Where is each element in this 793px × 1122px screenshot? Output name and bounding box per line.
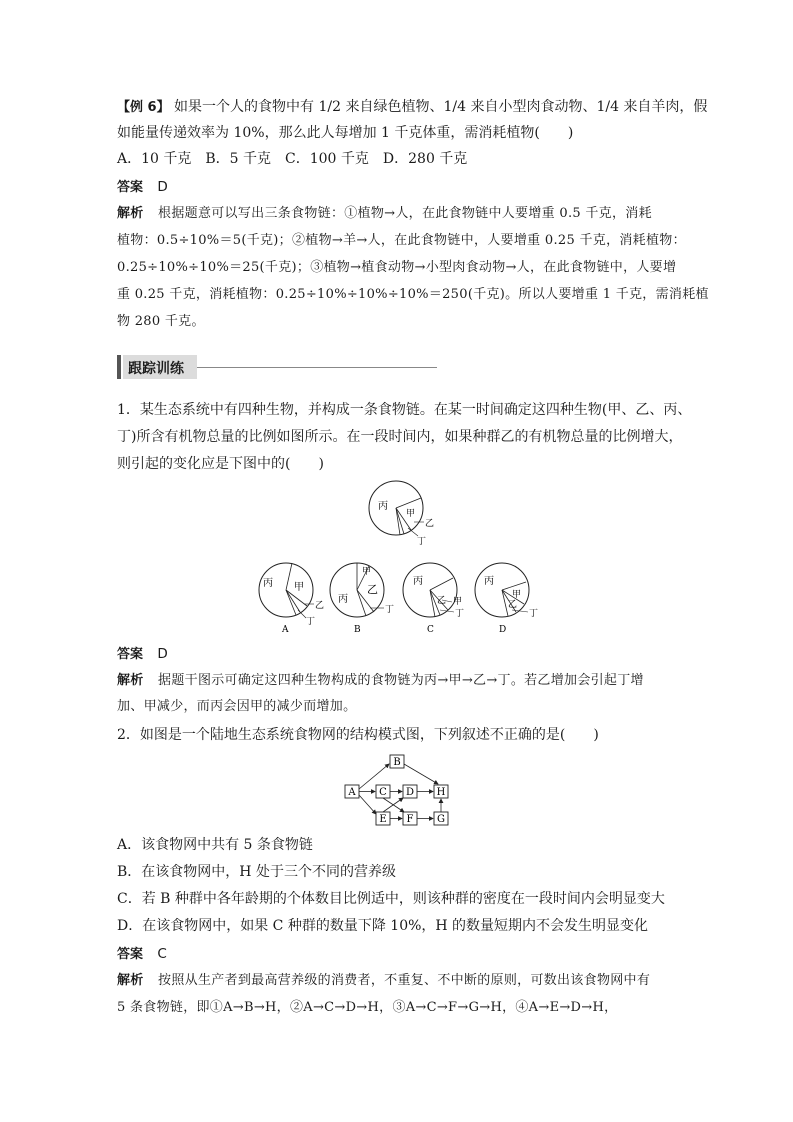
- q1-pie-figure: [250, 478, 550, 638]
- label-yi: 乙: [315, 601, 325, 611]
- explain-text: 据题干图示可确定这四种生物构成的食物链为丙→甲→乙→丁。若乙增加会引起丁增: [158, 673, 644, 688]
- node-c: C: [379, 787, 387, 798]
- label-jia: 甲: [406, 509, 416, 519]
- label-jia: 甲: [512, 590, 522, 600]
- pie-original: [369, 481, 434, 547]
- label-yi: 乙: [437, 596, 447, 606]
- q1-explain-1: [117, 671, 677, 691]
- example6-explain-1: [117, 204, 677, 224]
- example6-explain-5: 物 280 千克。: [117, 314, 205, 329]
- label-jia: 甲: [362, 567, 372, 577]
- q2-stem: 2．如图是一个陆地生态系统食物网的结构模式图，下列叙述不正确的是( ): [117, 727, 599, 743]
- explain-label: 解析: [117, 206, 144, 221]
- label-ding: 丁: [385, 605, 395, 615]
- label-yi: 乙: [508, 600, 518, 610]
- node-d: D: [405, 787, 415, 798]
- node-b: B: [393, 757, 401, 768]
- answer-value: C: [157, 946, 167, 962]
- example6-stem-1: 如果一个人的食物中有 1/2 来自绿色植物、1/4 来自小型肉食动物、1/4 来自羊肉，假: [174, 99, 708, 115]
- label-jia: 甲: [294, 582, 304, 593]
- label-ding: 丁: [417, 537, 427, 547]
- node-f: F: [406, 814, 414, 825]
- explain-label: 解析: [117, 973, 144, 988]
- q2-option-d: D．在该食物网中，如果 C 种群的数量下降 10%，H 的数量短期内不会发生明显变化: [117, 918, 649, 934]
- explain-label: 解析: [117, 673, 144, 688]
- section-rule: [197, 367, 437, 368]
- q2-option-b: B．在该食物网中，H 处于三个不同的营养级: [117, 864, 396, 880]
- q2-explain-1: [117, 971, 677, 991]
- pie-c: [403, 563, 464, 635]
- node-a: A: [348, 787, 356, 798]
- q2-answer: [117, 944, 677, 965]
- q2-food-web-diagram: [340, 752, 460, 832]
- example6-line1: [117, 97, 708, 118]
- example6-answer: [117, 177, 677, 198]
- answer-value: D: [157, 646, 168, 662]
- label-yi: 乙: [367, 583, 378, 596]
- pie-d: [475, 563, 538, 635]
- node-h: H: [436, 787, 446, 798]
- label-ding: 丁: [529, 609, 539, 619]
- example6-explain-4: 重 0.25 千克，消耗植物：0.25÷10%÷10%÷10%＝250(千克)。所以人要增重 1 千克，需消耗植: [117, 287, 709, 302]
- node-e: E: [379, 814, 387, 825]
- section-title: 跟踪训练: [128, 361, 184, 377]
- section-bar: [117, 355, 121, 379]
- label-ding: 丁: [306, 617, 316, 627]
- example6-stem-2: 如能量传递效率为 10%，那么此人每增加 1 千克体重，需消耗植物( ): [117, 125, 574, 141]
- label-jia: 甲: [453, 597, 463, 607]
- q2-option-a: A．该食物网中共有 5 条食物链: [117, 837, 313, 853]
- option-label-a: A: [282, 625, 289, 635]
- example6-explain-2: 植物：0.5÷10%＝5(千克)；②植物→羊→人，在此食物链中，人要增重 0.25 千克，消耗植物：: [117, 233, 686, 248]
- q1-stem-1: 1．某生态系统中有四种生物，并构成一条食物链。在某一时间确定这四种生物(甲、乙、丙、: [117, 402, 692, 418]
- answer-label: 答案: [117, 947, 144, 962]
- explain-text: 按照从生产者到最高营养级的消费者，不重复、不中断的原则，可数出该食物网中有: [158, 973, 651, 988]
- q2-option-c: C．若 B 种群中各年龄期的个体数目比例适中，则该种群的密度在一段时间内会明显变大: [117, 891, 665, 907]
- q1-stem-2: 丁)所含有机物总量的比例如图所示。在一段时间内，如果种群乙的有机物总量的比例增大，: [117, 429, 683, 445]
- answer-value: D: [157, 179, 168, 195]
- option-label-d: D: [499, 625, 507, 635]
- label-bing: 丙: [484, 576, 494, 587]
- label-bing: 丙: [263, 578, 273, 589]
- node-g: G: [437, 814, 445, 825]
- example6-explain-3: 0.25÷10%÷10%＝25(千克)；③植物→植食动物→小型肉食动物→人，在此食物链中，人要增: [117, 260, 677, 275]
- answer-label: 答案: [117, 180, 144, 195]
- section-header: [117, 353, 437, 381]
- explain-text: 根据题意可以写出三条食物链：①植物→人，在此食物链中人要增重 0.5 千克，消耗: [158, 206, 652, 221]
- label-yi: 乙: [425, 519, 435, 529]
- pie-b: [330, 563, 394, 635]
- q2-explain-2: 5 条食物链，即①A→B→H，②A→C→D→H，③A→C→F→G→H，④A→E→D→H，: [117, 1000, 618, 1015]
- option-label-b: B: [354, 625, 361, 635]
- option-label-c: C: [427, 625, 434, 635]
- q1-stem-3: 则引起的变化应是下图中的( ): [117, 456, 324, 472]
- label-bing: 丙: [338, 594, 348, 605]
- example-tag: 【例 6】: [117, 100, 170, 115]
- answer-label: 答案: [117, 647, 144, 662]
- label-bing: 丙: [378, 501, 388, 512]
- q1-answer: [117, 644, 677, 665]
- pie-a: [259, 563, 324, 635]
- label-bing: 丙: [413, 576, 423, 587]
- example6-options: A．10 千克 B．5 千克 C．100 千克 D．280 千克: [117, 151, 468, 167]
- label-ding: 丁: [455, 609, 465, 619]
- q1-explain-2: 加、甲减少，而丙会因甲的减少而增加。: [117, 699, 357, 714]
